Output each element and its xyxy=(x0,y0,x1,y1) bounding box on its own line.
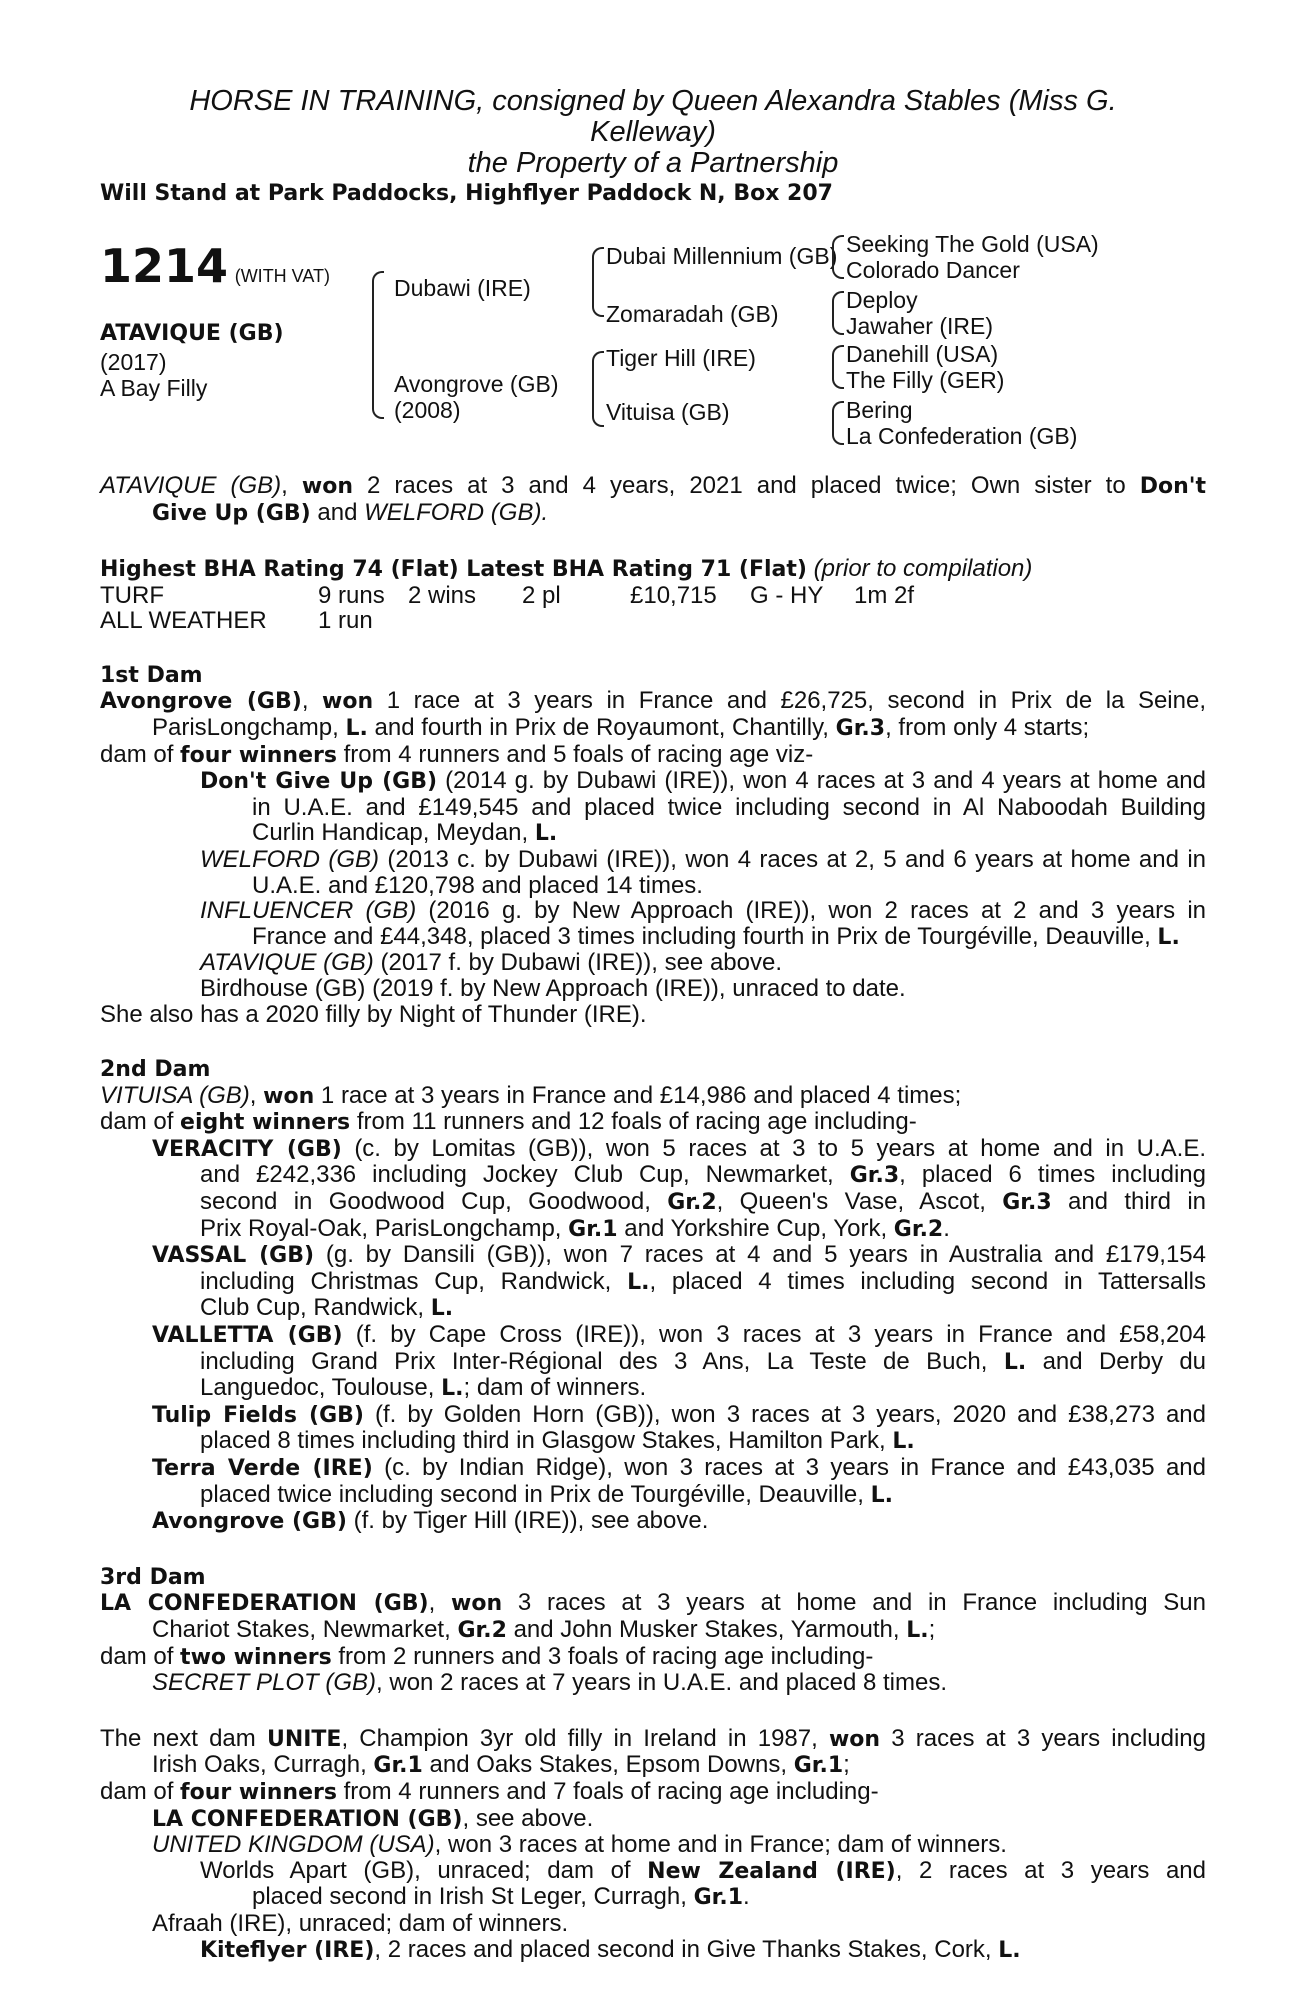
list-item xyxy=(100,1670,1206,1696)
list-item xyxy=(100,1136,1206,1163)
text-line xyxy=(100,715,1206,742)
text-line xyxy=(100,1617,1206,1644)
consignor-title-line-1: HORSE IN TRAINING, consigned by Queen Alexandra Stables (Miss G. xyxy=(189,85,1117,117)
text-fragment: Irish Oaks, Curragh, xyxy=(152,1751,367,1779)
going-cell xyxy=(750,608,854,633)
section-heading: 3rd Dam xyxy=(100,1564,206,1590)
list-item xyxy=(100,847,1206,873)
text-fragment: and Oaks Stakes, Epsom Downs, xyxy=(429,1751,788,1779)
going-cell: G - HY xyxy=(750,581,824,609)
text-line xyxy=(100,1428,1206,1455)
text-fragment: (c. by Indian Ridge), won 3 races at 3 years in France and £43,035 and xyxy=(384,1454,1206,1481)
text-fragment: won xyxy=(451,1591,503,1617)
runs-cell: 9 runs xyxy=(318,581,385,609)
section-heading: 2nd Dam xyxy=(100,1057,211,1083)
text-line: LA CONFEDERATION (GB), won 3 races at 3 years at home and in France including Sun xyxy=(100,1589,1206,1617)
ds-parents-brace xyxy=(832,345,844,389)
second-dam-section xyxy=(100,1057,1206,1535)
text-fragment: ; dam of winners. xyxy=(463,1374,647,1402)
text-fragment: placed twice including second in Prix de Tourgéville, Deauville, xyxy=(200,1480,864,1508)
catalogue-page xyxy=(100,0,1206,1963)
text-fragment: Gr.2 xyxy=(457,1617,507,1643)
intro-sister-1: Don't xyxy=(1139,474,1207,499)
distance-cell xyxy=(854,608,914,633)
text-fragment: INFLUENCER (GB) xyxy=(200,897,417,925)
text-fragment: Gr.1 xyxy=(568,1216,618,1242)
text-fragment: LA CONFEDERATION (GB) xyxy=(100,1591,429,1617)
list-item xyxy=(100,1455,1206,1482)
text-line xyxy=(100,1109,1206,1136)
text-fragment: VERACITY (GB) xyxy=(152,1136,342,1162)
wins-cell: 2 wins xyxy=(408,581,477,609)
text-line xyxy=(100,1269,1206,1296)
sire-sire-dam: Colorado Dancer xyxy=(846,257,1020,283)
dam-parents-brace xyxy=(592,351,604,427)
text-line xyxy=(100,795,1206,821)
text-fragment: Curlin Handicap, Meydan, xyxy=(252,819,529,847)
text-fragment: , won 2 races at 7 years in U.A.E. and placed 8 times. xyxy=(376,1669,947,1697)
text-fragment: (g. by Dansili (GB)), won 7 races at 4 and 5 years in Australia and £179,154 xyxy=(325,1241,1206,1269)
sire-dam-sire: Deploy xyxy=(846,287,918,313)
text-fragment: Gr.3 xyxy=(1002,1190,1052,1216)
text-fragment: L. xyxy=(345,715,368,741)
text-fragment: L. xyxy=(892,1429,915,1455)
text-line xyxy=(100,1295,1206,1322)
text-line xyxy=(100,1644,1206,1671)
text-fragment: , see above. xyxy=(462,1804,594,1832)
prize-cell: £10,715 xyxy=(630,581,717,609)
sire-dam: Zomaradah (GB) xyxy=(606,301,779,327)
dam-dam-dam: La Confederation (GB) xyxy=(846,423,1078,449)
text-fragment: , won 3 races at home and in France; dam of winners. xyxy=(434,1831,1007,1859)
text-line xyxy=(100,1375,1206,1402)
text-fragment: including Christmas Cup, Randwick, xyxy=(200,1267,612,1295)
text-fragment: L. xyxy=(441,1376,464,1402)
horse-description: A Bay Filly xyxy=(100,375,208,401)
text-fragment: LA CONFEDERATION (GB) xyxy=(152,1806,463,1832)
text-fragment: Gr.3 xyxy=(835,715,886,741)
text-fragment: UNITE xyxy=(266,1726,342,1752)
sire-sire-sire: Seeking The Gold (USA) xyxy=(846,231,1099,257)
text-line xyxy=(100,1779,1206,1806)
dam-dam-sire: Bering xyxy=(846,397,913,423)
text-fragment: (2017 f. by Dubawi (IRE)), see above. xyxy=(380,949,783,977)
intro-won: won xyxy=(301,474,353,499)
text-fragment: Languedoc, Toulouse, xyxy=(200,1374,435,1402)
text-fragment: Afraah (IRE), unraced; dam of winners. xyxy=(152,1909,569,1937)
text-fragment: U.A.E. and £120,798 and placed 14 times. xyxy=(252,871,703,899)
text-line xyxy=(100,1726,1206,1753)
text-fragment: won xyxy=(322,689,374,715)
list-item xyxy=(100,1806,1206,1833)
text-fragment: L. xyxy=(1003,1349,1027,1375)
intro-text: 2 races at 3 and 4 years, 2021 and placed twice; Own sister to xyxy=(367,472,1126,499)
text-fragment: 1 race at 3 years in France and £14,986 and placed 4 times; xyxy=(320,1081,962,1109)
intro-paragraph xyxy=(100,473,1206,526)
list-item xyxy=(100,1937,1206,1964)
sire-dam-dam: Jawaher (IRE) xyxy=(846,313,993,339)
text-fragment: L. xyxy=(1157,924,1180,950)
text-fragment: SECRET PLOT (GB) xyxy=(152,1669,377,1697)
dam-dam: Vituisa (GB) xyxy=(606,399,730,425)
text-fragment: Tulip Fields (GB) xyxy=(152,1402,364,1428)
text-fragment: dam of xyxy=(100,740,174,768)
text-fragment: and third in xyxy=(1067,1188,1207,1216)
text-line: Avongrove (GB), won 1 race at 3 years in France and £26,725, second in Prix de la Seine, xyxy=(100,687,1207,715)
text-fragment: 3 races at 3 years including xyxy=(891,1724,1206,1752)
text-fragment: New Zealand (IRE) xyxy=(647,1858,896,1884)
text-line xyxy=(100,556,1206,583)
list-item xyxy=(100,1508,1206,1535)
property-line: the Property of a Partnership xyxy=(467,147,839,179)
text-fragment: VASSAL (GB) xyxy=(152,1243,315,1269)
sd-parents-brace xyxy=(832,291,844,335)
list-item xyxy=(100,1832,1206,1858)
text-fragment: WELFORD (GB) xyxy=(200,845,380,873)
sire-name: Dubawi (IRE) xyxy=(394,275,531,301)
intro-and: and xyxy=(317,498,358,526)
section-heading: 1st Dam xyxy=(100,662,203,688)
text-line: VITUISA (GB), won 1 race at 3 years in France and £14,986 and placed 4 times; xyxy=(100,1081,962,1109)
ss-parents-brace xyxy=(832,235,844,279)
text-fragment: , placed 4 times including second in Tattersalls xyxy=(649,1267,1207,1295)
text-fragment: , placed 6 times including xyxy=(899,1161,1206,1189)
text-fragment: The next dam xyxy=(100,1724,256,1752)
text-fragment: ParisLongchamp, xyxy=(152,713,339,741)
text-line xyxy=(100,873,1206,899)
parents-brace xyxy=(372,271,384,419)
text-fragment: L. xyxy=(430,1296,454,1322)
intro-sister-2: Give Up (GB) xyxy=(152,500,311,526)
table-row xyxy=(100,583,914,608)
text-fragment: and John Musker Stakes, Yarmouth, xyxy=(513,1615,900,1643)
text-fragment: Gr.2 xyxy=(667,1190,717,1216)
lot-number: 1214 xyxy=(100,239,229,293)
text-fragment: from 2 runners and 3 foals of racing age including- xyxy=(338,1642,874,1670)
text-fragment: Birdhouse (GB) (2019 f. by New Approach (IRE)), unraced to date. xyxy=(200,974,906,1002)
list-item xyxy=(100,1858,1206,1885)
text-fragment: and £242,336 including Jockey Club Cup, Newmarket, xyxy=(200,1161,834,1189)
text-fragment: Avongrove (GB) xyxy=(100,689,302,715)
text-line xyxy=(100,1349,1206,1376)
intro-horse-name: ATAVIQUE (GB) xyxy=(100,472,282,499)
text-fragment: four winners xyxy=(180,742,337,768)
surface-cell: ALL WEATHER xyxy=(100,606,267,634)
table-row xyxy=(100,608,914,633)
text-line xyxy=(100,820,1206,847)
text-fragment: placed second in Irish St Leger, Curragh, xyxy=(252,1883,687,1911)
dam-sire: Tiger Hill (IRE) xyxy=(606,345,756,371)
text-fragment: ; xyxy=(928,1615,936,1643)
placed-cell xyxy=(522,608,630,633)
text-line xyxy=(100,500,1206,527)
text-fragment: . xyxy=(743,1883,750,1911)
text-fragment: four winners xyxy=(180,1779,337,1805)
text-fragment: , Queen's Vase, Ascot, xyxy=(716,1188,986,1216)
text-fragment: VITUISA (GB) xyxy=(100,1081,250,1109)
list-item xyxy=(100,950,1206,976)
dd-parents-brace xyxy=(832,401,844,445)
vat-note: (WITH VAT) xyxy=(234,266,331,286)
text-fragment: and Derby du xyxy=(1042,1347,1207,1375)
sire-sire: Dubai Millennium (GB) xyxy=(606,243,838,269)
text-fragment: VALLETTA (GB) xyxy=(152,1323,343,1349)
wins-cell xyxy=(408,608,522,633)
text-fragment: Gr.2 xyxy=(893,1216,944,1242)
text-fragment: dam of xyxy=(100,1777,174,1805)
placed-cell: 2 pl xyxy=(522,581,561,609)
text-line xyxy=(100,924,1206,951)
text-fragment: Club Cup, Randwick, xyxy=(200,1294,425,1322)
text-fragment: (f. by Tiger Hill (IRE)), see above. xyxy=(353,1507,709,1535)
text-fragment: L. xyxy=(534,821,558,847)
text-line: ATAVIQUE (GB), won 2 races at 3 and 4 years, 2021 and placed twice; Own sister to Don't xyxy=(100,472,1207,499)
horse-name: ATAVIQUE (GB) xyxy=(100,321,284,346)
text-fragment: dam of xyxy=(100,1642,174,1670)
text-fragment: including Grand Prix Inter-Régional des 3 Ans, La Teste de Buch, xyxy=(200,1347,988,1375)
text-line xyxy=(100,1884,1206,1911)
text-line xyxy=(100,1002,1206,1028)
dam-year: (2008) xyxy=(394,397,461,423)
text-line xyxy=(100,1189,1206,1216)
text-fragment: Chariot Stakes, Newmarket, xyxy=(152,1615,451,1643)
text-line xyxy=(100,1216,1206,1243)
consignor-title-line-2: Kelleway) xyxy=(590,116,716,148)
lot-heading xyxy=(100,239,330,293)
text-fragment: in U.A.E. and £149,545 and placed twice including second in Al Naboodah Building xyxy=(252,793,1206,821)
text-fragment: , Champion 3yr old filly in Ireland in 1987, xyxy=(341,1724,818,1752)
text-fragment: Terra Verde (IRE) xyxy=(152,1456,373,1481)
text-fragment: Gr.1 xyxy=(373,1753,423,1779)
sire-parents-brace xyxy=(592,247,604,317)
list-item xyxy=(100,1322,1206,1349)
text-fragment: from 4 runners and 7 foals of racing age including- xyxy=(343,1777,879,1805)
surface-cell: TURF xyxy=(100,581,164,609)
text-fragment: L. xyxy=(870,1482,893,1508)
text-fragment: L. xyxy=(906,1617,929,1643)
dam-sire-sire: Danehill (USA) xyxy=(846,341,999,367)
ratings-note: (prior to compilation) xyxy=(813,555,1033,583)
distance-cell: 1m 2f xyxy=(854,581,915,609)
text-fragment: won xyxy=(828,1726,881,1752)
list-item xyxy=(100,898,1206,924)
text-fragment: (2013 c. by Dubawi (IRE)), won 4 races at 2, 5 and 6 years at home and in xyxy=(387,845,1206,873)
page-header xyxy=(100,0,1206,209)
list-item xyxy=(100,1911,1206,1937)
text-fragment: , 2 races at 3 years and xyxy=(895,1856,1206,1884)
text-line xyxy=(100,1162,1206,1189)
text-fragment: , 2 races and placed second in Give Thanks Stakes, Cork, xyxy=(374,1935,992,1963)
text-fragment: France and £44,348, placed 3 times including fourth in Prix de Tourgéville, Deauville, xyxy=(252,922,1151,950)
text-fragment: and Yorkshire Cup, York, xyxy=(624,1214,888,1242)
first-dam-section xyxy=(100,663,1206,1027)
text-fragment: eight winners xyxy=(180,1110,351,1136)
prize-cell xyxy=(630,608,750,633)
third-dam-section xyxy=(100,1565,1206,1696)
text-fragment: dam of xyxy=(100,1108,174,1136)
text-fragment: (f. by Cape Cross (IRE)), won 3 races at 3 years in France and £58,204 xyxy=(355,1321,1206,1349)
list-item xyxy=(100,768,1206,795)
text-fragment: L. xyxy=(998,1937,1021,1963)
list-item xyxy=(100,1242,1206,1269)
text-fragment: Prix Royal-Oak, ParisLongchamp, xyxy=(200,1214,562,1242)
text-fragment: Don't Give Up (GB) xyxy=(200,769,438,795)
text-fragment: UNITED KINGDOM (USA) xyxy=(152,1831,435,1859)
text-fragment: placed 8 times including third in Glasgow Stakes, Hamilton Park, xyxy=(200,1427,886,1455)
race-record-table xyxy=(100,583,914,633)
text-fragment: (2014 g. by Dubawi (IRE)), won 4 races at 3 and 4 years at home and xyxy=(445,767,1206,795)
text-fragment: ; xyxy=(843,1751,850,1779)
ratings-section xyxy=(100,556,1206,633)
dam-sire-dam: The Filly (GER) xyxy=(846,367,1005,393)
text-fragment: from 11 runners and 12 foals of racing age including- xyxy=(356,1108,917,1136)
text-line xyxy=(100,742,1206,769)
text-fragment: Kiteflyer (IRE) xyxy=(200,1937,375,1963)
list-item xyxy=(100,1402,1206,1429)
text-fragment: L. xyxy=(627,1269,650,1295)
text-fragment: 1 race at 3 years in France and £26,725, second in Prix de la Seine, xyxy=(386,687,1207,715)
text-fragment: Gr.1 xyxy=(693,1885,744,1911)
text-fragment: ATAVIQUE (GB) xyxy=(200,949,374,977)
text-fragment: and fourth in Prix de Royaumont, Chantilly, xyxy=(374,713,829,741)
text-fragment: won xyxy=(263,1083,315,1109)
next-dam-section xyxy=(100,1726,1206,1963)
text-fragment: Gr.3 xyxy=(849,1163,900,1189)
text-line xyxy=(100,1752,1206,1779)
bha-ratings: Highest BHA Rating 74 (Flat) Latest BHA Rating 71 (Flat) xyxy=(100,557,807,583)
text-fragment: (c. by Lomitas (GB)), won 5 races at 3 to 5 years at home and in U.A.E. xyxy=(354,1134,1206,1162)
text-fragment: (f. by Golden Horn (GB)), won 3 races at 3 years, 2020 and £38,273 and xyxy=(375,1400,1206,1428)
pedigree-block xyxy=(100,231,1206,461)
intro-welford: WELFORD (GB). xyxy=(364,498,549,526)
text-line xyxy=(100,1482,1206,1509)
text-fragment: 3 races at 3 years at home and in France including Sun xyxy=(517,1589,1206,1617)
stand-location: Will Stand at Park Paddocks, Highflyer Paddock N, Box 207 xyxy=(100,181,833,206)
text-fragment: . xyxy=(943,1214,950,1242)
runs-cell: 1 run xyxy=(318,606,373,634)
text-fragment: two winners xyxy=(180,1644,332,1670)
text-fragment: Avongrove (GB) xyxy=(152,1509,347,1535)
text-fragment: second in Goodwood Cup, Goodwood, xyxy=(200,1188,651,1216)
horse-year: (2017) xyxy=(100,349,167,375)
text-fragment: Gr.1 xyxy=(793,1753,844,1779)
dam-name: Avongrove (GB) xyxy=(394,371,559,397)
text-fragment: (2016 g. by New Approach (IRE)), won 2 races at 2 and 3 years in xyxy=(428,897,1206,925)
text-fragment: , from only 4 starts; xyxy=(885,713,1090,741)
text-fragment: She also has a 2020 filly by Night of Thunder (IRE). xyxy=(100,1000,647,1028)
text-fragment: from 4 runners and 5 foals of racing age viz- xyxy=(343,740,814,768)
list-item xyxy=(100,976,1206,1002)
text-fragment: Worlds Apart (GB), unraced; dam of xyxy=(200,1856,631,1884)
